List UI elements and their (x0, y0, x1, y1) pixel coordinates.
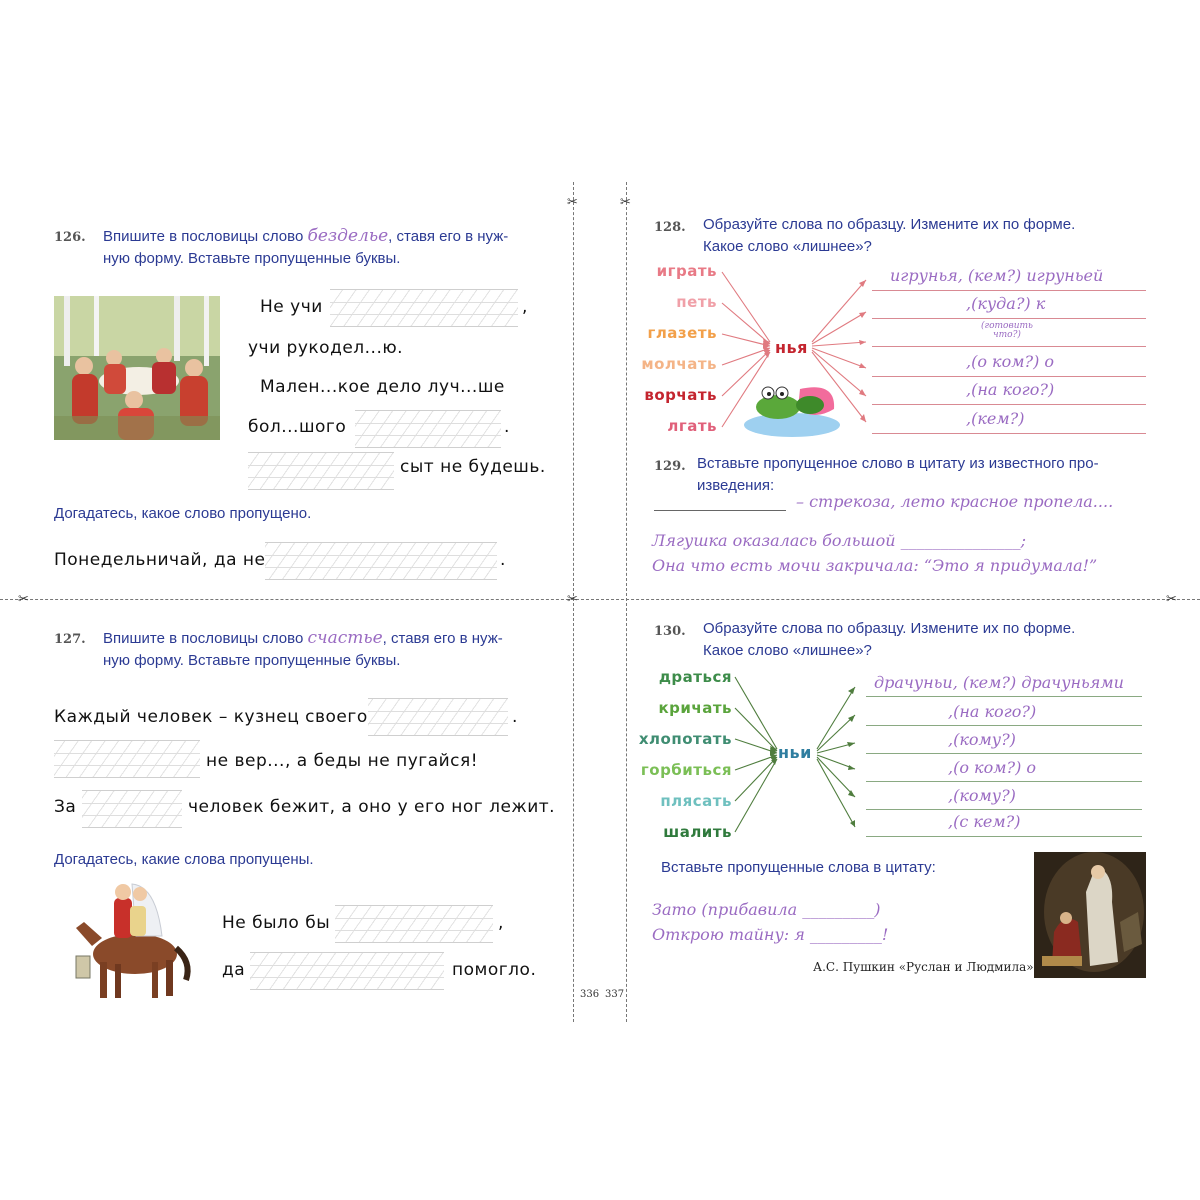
scissors-icon: ✂ (620, 195, 631, 210)
answer-line[interactable] (872, 290, 1146, 291)
source-word: молчать (641, 355, 717, 373)
copy-line-blank[interactable] (355, 410, 501, 448)
answer-line[interactable] (866, 725, 1142, 726)
answer-prompt: ,(о ком?) о (966, 352, 1055, 371)
quote-line: Она что есть мочи закричала: “Это я придумала!” (652, 556, 1098, 575)
prompt-text: изведения: (697, 477, 775, 494)
prompt-text: Какое слово «лишнее»? (703, 642, 872, 659)
answer-note-line: что?) (993, 330, 1021, 340)
target-word: счастье (307, 628, 383, 648)
proverb-text: не вер..., а беды не пугайся! (206, 751, 479, 771)
proverb-text: сыт не будешь. (400, 457, 546, 477)
horizontal-cut-line (0, 599, 1200, 600)
answer-prompt: ,(с кем?) (948, 812, 1021, 831)
source-word: петь (676, 293, 717, 311)
answer-prompt: ,(о ком?) о (948, 758, 1037, 777)
prompt-text: Образуйте слова по образцу. Измените их по форме. (703, 216, 1076, 233)
source-word: ворчать (644, 386, 717, 404)
proverb-text: Понедельничай, да не (54, 550, 266, 570)
source-word: горбиться (640, 761, 732, 779)
prompt-text: Впишите в пословицы слово (103, 228, 308, 245)
proverb-text: . (512, 707, 518, 727)
quote-attribution: А.С. Пушкин «Руслан и Людмила» (813, 960, 1034, 974)
source-word: играть (656, 262, 717, 280)
answer-line[interactable] (866, 781, 1142, 782)
source-word: лгать (667, 417, 717, 435)
proverb-text: . (500, 550, 506, 570)
answer-prompt: ,(кем?) (966, 409, 1025, 428)
answer-line[interactable] (872, 346, 1146, 347)
copy-line-blank[interactable] (265, 542, 497, 580)
prompt-text: Какое слово «лишнее»? (703, 238, 872, 255)
arrows-diagram-130 (725, 665, 865, 845)
target-word: безделье (307, 226, 389, 246)
answer-line[interactable] (866, 696, 1142, 697)
source-word: глазеть (647, 324, 717, 342)
proverb-text: учи рукодел...ю. (248, 338, 404, 358)
proverb-text: . (504, 417, 510, 437)
exercise-prompt (103, 627, 553, 672)
exercise-number: 126. (54, 230, 86, 245)
hint-text: Вставьте пропущенные слова в цитату: (661, 859, 936, 876)
suffix-label: нья (775, 338, 808, 357)
prompt-text: Вставьте пропущенное слово в цитату из известного про- (697, 455, 1099, 472)
answer-line[interactable] (872, 376, 1146, 377)
prompt-text: ную форму. Вставьте пропущенные буквы. (103, 250, 401, 267)
prompt-text: ную форму. Вставьте пропущенные буквы. (103, 652, 401, 669)
proverb-text: Мален...кое дело луч...ше (260, 377, 505, 397)
illustration-girls-sewing (54, 296, 220, 440)
prompt-text: , ставя его в нуж- (382, 630, 503, 647)
proverb-text: бол...шого (248, 417, 347, 437)
answer-blank-line[interactable] (654, 510, 786, 511)
proverb-text: да (222, 960, 246, 980)
copy-line-blank[interactable] (368, 698, 508, 736)
exercise-number: 130. (654, 624, 686, 639)
exercise-prompt (703, 618, 1153, 662)
prompt-text: , ставя его в нуж- (388, 228, 509, 245)
proverb-text: Не учи (260, 297, 323, 317)
answer-prompt: ,(кому?) (948, 786, 1016, 805)
quote-line: Зато (прибавила _________) (652, 900, 881, 919)
hint-text: Догадатесь, какие слова пропущены. (54, 851, 314, 868)
illustration-frogs (744, 375, 842, 439)
answer-prompt: ,(кому?) (948, 730, 1016, 749)
exercise-number: 128. (654, 220, 686, 235)
scissors-icon: ✂ (1166, 592, 1177, 607)
quote-line: Лягушка оказалась большой _______________; (652, 531, 1026, 550)
page-number-right: 337 (605, 989, 625, 1000)
exercise-prompt (103, 225, 553, 270)
scissors-icon: ✂ (567, 195, 578, 210)
answer-note (972, 322, 1042, 340)
answer-line[interactable] (872, 433, 1146, 434)
proverb-text: Не было бы (222, 913, 331, 933)
answer-line[interactable] (866, 836, 1142, 837)
answer-prompt: ,(на кого?) (948, 702, 1037, 721)
answer-line[interactable] (866, 809, 1142, 810)
prompt-text: Образуйте слова по образцу. Измените их по форме. (703, 620, 1076, 637)
copy-line-blank[interactable] (82, 790, 182, 828)
suffix-label: ньи (778, 743, 812, 762)
prompt-text: Впишите в пословицы слово (103, 630, 308, 647)
answer-line[interactable] (872, 404, 1146, 405)
answer-example: игрунья, (кем?) игруньей (890, 266, 1104, 285)
proverb-text: За (54, 797, 77, 817)
hint-text: Догадатесь, какое слово пропущено. (54, 505, 312, 522)
proverb-text: , (498, 913, 504, 933)
copy-line-blank[interactable] (54, 740, 200, 778)
source-word: шалить (663, 823, 732, 841)
source-word: драться (658, 668, 732, 686)
answer-prompt: ,(куда?) к (966, 294, 1046, 313)
exercise-number: 129. (654, 459, 686, 474)
answer-line[interactable] (866, 753, 1142, 754)
answer-example: драчуньи, (кем?) драчуньями (874, 673, 1124, 692)
copy-line-blank[interactable] (248, 452, 394, 490)
exercise-prompt (697, 453, 1157, 497)
source-word: кричать (658, 699, 732, 717)
scissors-icon: ✂ (18, 592, 29, 607)
copy-line-blank[interactable] (335, 905, 493, 943)
vertical-cut-line-right (626, 182, 627, 1022)
answer-prompt: ,(на кого?) (966, 380, 1055, 399)
quote-line: – стрекоза, лето красное пропела.... (796, 492, 1114, 511)
illustration-rider-on-horse (70, 876, 200, 1004)
proverb-text: , (522, 297, 528, 317)
answer-line[interactable] (872, 318, 1146, 319)
proverb-text: помогло. (452, 960, 537, 980)
source-word: хлопотать (638, 730, 732, 748)
proverb-text: человек бежит, а оно у его ног лежит. (188, 797, 556, 817)
answer-note-line: (готовить (981, 321, 1033, 331)
copy-line-blank[interactable] (330, 289, 518, 327)
page-number-left: 336 (580, 989, 600, 1000)
exercise-number: 127. (54, 632, 86, 647)
copy-line-blank[interactable] (250, 952, 444, 990)
proverb-text: Каждый человек – кузнец своего (54, 707, 368, 727)
scissors-icon: ✂ (567, 592, 578, 607)
quote-line: Открою тайну: я _________! (652, 925, 889, 944)
illustration-painting-ruslan (1034, 852, 1146, 978)
source-word: плясать (660, 792, 732, 810)
